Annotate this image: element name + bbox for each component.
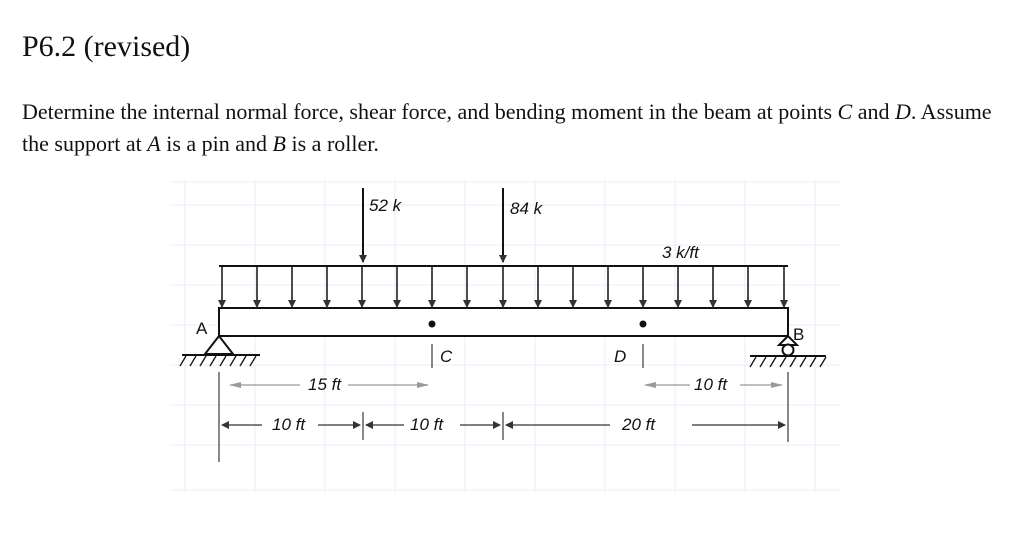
dimension-10ft-a-label: 10 ft bbox=[272, 415, 306, 434]
point-d-dot bbox=[640, 321, 647, 328]
distributed-load-arrows bbox=[222, 266, 784, 307]
point-a-label: A bbox=[196, 319, 208, 338]
dimension-20ft-label: 20 ft bbox=[622, 415, 656, 434]
point-c-dot bbox=[429, 321, 436, 328]
point-b-label: B bbox=[793, 325, 805, 344]
problem-statement: Determine the internal normal force, shear force, and bending moment in the beam at points C and D. Assume the support at A is a pin and B is a roller. bbox=[22, 99, 992, 156]
load-52k-label: 52 k bbox=[369, 196, 402, 215]
point-d-label: D bbox=[614, 347, 627, 366]
load-84k-label: 84 k bbox=[510, 199, 543, 218]
pin-support-a bbox=[180, 336, 260, 366]
beam bbox=[219, 308, 788, 336]
dimension-15ft-label: 15 ft bbox=[308, 375, 342, 394]
distributed-load-label: 3 k/ft bbox=[662, 243, 699, 262]
dimension-10ft-b-label: 10 ft bbox=[410, 415, 444, 434]
problem-title: P6.2 (revised) bbox=[22, 30, 191, 63]
point-c-label: C bbox=[440, 347, 453, 366]
dimension-10ft-right-label: 10 ft bbox=[694, 375, 728, 394]
